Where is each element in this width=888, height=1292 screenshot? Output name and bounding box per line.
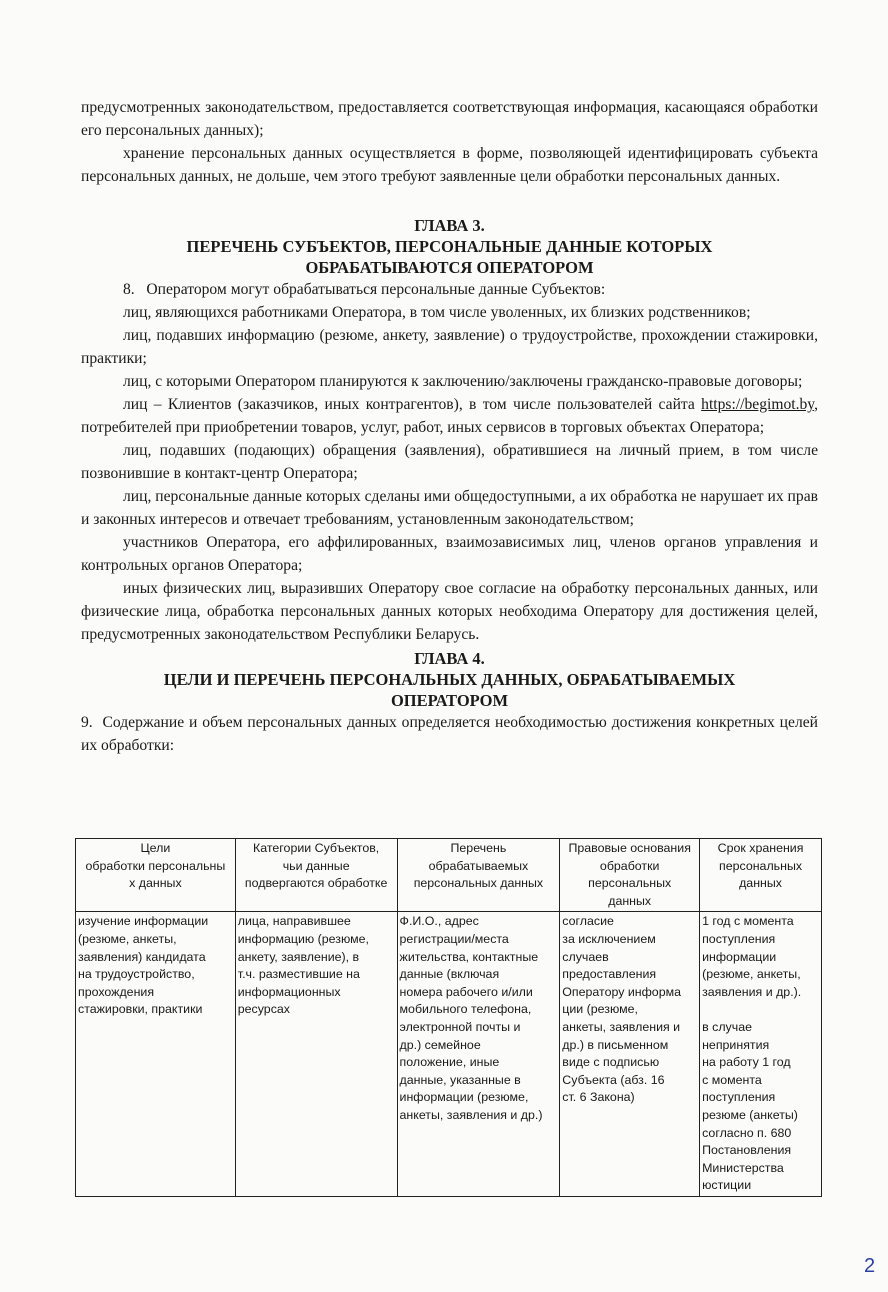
site-link[interactable]: https://begimot.by bbox=[701, 396, 815, 413]
table-row bbox=[76, 912, 822, 1197]
page-number: 2 bbox=[864, 1255, 876, 1277]
table-cell: лица, направившее информацию (резюме, анкету, заявление), в т.ч. разместившие на информационных ресурсах bbox=[235, 912, 397, 1197]
chapter-3-title: ПЕРЕЧЕНЬ СУБЪЕКТОВ, ПЕРСОНАЛЬНЫЕ ДАННЫЕ КОТОРЫХ ОБРАБАТЫВАЮТСЯ ОПЕРАТОРОМ bbox=[186, 237, 713, 277]
subject-item: участников Оператора, его аффилированных, взаимозависимых лиц, членов органов управления и контрольных органов Оператора; bbox=[81, 534, 818, 574]
item-9: 9. Содержание и объем персональных данных определяется необходимостью достижения конкретных целей их обработки: bbox=[81, 714, 818, 754]
table-header-row bbox=[76, 839, 822, 912]
subject-item: лиц, подавших информацию (резюме, анкету, заявление) о трудоустройстве, прохождении стажировки, практики; bbox=[81, 327, 818, 367]
subject-item: лиц, с которыми Оператором планируются к заключению/заключены гражданско-правовые договоры; bbox=[123, 373, 803, 390]
item-8: 8. Оператором могут обрабатываться персональные данные Субъектов: bbox=[123, 281, 606, 298]
header-cell: Правовые основания обработки персональных данных bbox=[560, 839, 700, 912]
table-cell: изучение информации (резюме, анкеты, заявления) кандидата на трудоустройство, прохождения стажировки, практики bbox=[76, 912, 236, 1197]
header-cell: Категории Субъектов, чьи данные подвергаются обработке bbox=[235, 839, 397, 912]
table-cell: Ф.И.О., адрес регистрации/места жительства, контактные данные (включая номера рабочего и/или мобильного телефона, электронной почты и др.) семейное положение, иные данные, указанные в информации (резюме, анкеты, заявления и др.) bbox=[397, 912, 560, 1197]
text: , потребителей при приобретении товаров, услуг, работ, иных сервисов в торговых объектах Оператора; bbox=[81, 396, 818, 436]
subject-item: лиц, являющихся работниками Оператора, в том числе уволенных, их близких родственников; bbox=[123, 304, 751, 321]
purposes-table bbox=[75, 838, 822, 1197]
header-cell: Срок хранения персональных данных bbox=[700, 839, 822, 912]
chapter-4-title: ЦЕЛИ И ПЕРЕЧЕНЬ ПЕРСОНАЛЬНЫХ ДАННЫХ, ОБРАБАТЫВАЕМЫХ ОПЕРАТОРОМ bbox=[163, 670, 736, 710]
subject-item: иных физических лиц, выразивших Оператору свое согласие на обработку персональных данных, или физические лица, обработка персональных данных которых необходима Оператору для достижения целей, предусмотренных законодательством Республики Беларусь. bbox=[81, 580, 818, 643]
document-page bbox=[81, 96, 818, 757]
table-cell: 1 год с момента поступления информации (резюме, анкеты, заявления и др.). в случае непринятия на работу 1 год с момента поступления резюме (анкеты) согласно п. 680 Постановления Министерства юстиции bbox=[700, 912, 822, 1197]
header-cell: Цели обработки персональны х данных bbox=[76, 839, 236, 912]
chapter-4-number: ГЛАВА 4. bbox=[414, 649, 485, 668]
subject-item-clients bbox=[81, 393, 818, 439]
header-cell: Перечень обрабатываемых персональных данных bbox=[397, 839, 560, 912]
subject-item: лиц, подавших (подающих) обращения (заявления), обратившиеся на личный прием, в том числе позвонившие в контакт-центр Оператора; bbox=[81, 442, 818, 482]
paragraph: хранение персональных данных осуществляется в форме, позволяющей идентифицировать субъекта персональных данных, не дольше, чем этого требуют заявленные цели обработки персональных данных. bbox=[81, 145, 818, 185]
chapter-3-number: ГЛАВА 3. bbox=[414, 216, 485, 235]
table-cell: согласие за исключением случаев предоставления Оператору информа ции (резюме, анкеты, заявления и др.) в письменном виде с подписью Субъекта (абз. 16 ст. 6 Закона) bbox=[560, 912, 700, 1197]
text: лиц – Клиентов (заказчиков, иных контрагентов), в том числе пользователей сайта bbox=[123, 396, 702, 413]
paragraph: предусмотренных законодательством, предоставляется соответствующая информация, касающаяся обработки его персональных данных); bbox=[81, 99, 818, 139]
subject-item: лиц, персональные данные которых сделаны ими общедоступными, а их обработка не нарушает их прав и законных интересов и отвечает требованиям, установленным законодательством; bbox=[81, 488, 818, 528]
